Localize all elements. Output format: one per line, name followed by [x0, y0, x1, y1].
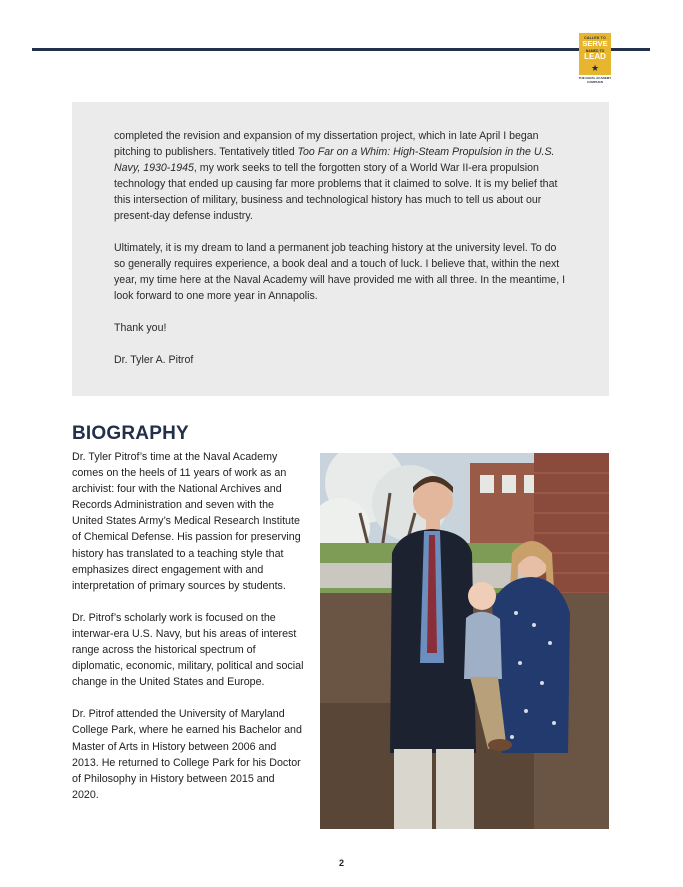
- biography-paragraph-3: Dr. Pitrof attended the University of Maryland College Park, where he earned his Bachelor and Master of Arts in History between 2006 and 2013. He returned to College Park for his Doctor of Philosophy in History between 2015 and 2020.: [72, 708, 302, 801]
- letter-paragraph-2: Ultimately, it is my dream to land a permanent job teaching history at the university level. To do so generally requires experience, a book deal and a touch of luck. I believe that, within the next year, my time here at the Naval Academy will have provided me with all three. In the meantime, I look forward to one more year in Annapolis.: [114, 242, 566, 302]
- star-icon: ★: [590, 63, 600, 73]
- family-photo: [320, 453, 609, 829]
- letter-paragraph-1-suffix: , my work seeks to tell the forgotten story of a World War II-era propulsion technology that ended up causing far more problems that it claimed to solve. It is my belief that this intersection of military, business and technological history has much to tell us about our present-day defense industry.: [114, 162, 558, 222]
- logo-line-4: LEAD: [584, 52, 606, 61]
- biography-heading: BIOGRAPHY: [72, 423, 189, 444]
- header-rule: [32, 48, 650, 51]
- logo-tagline-2: CAMPAIGN: [586, 79, 604, 84]
- letter-closing: Thank you!: [114, 322, 167, 334]
- letter-signature: Dr. Tyler A. Pitrof: [114, 354, 194, 366]
- campaign-logo: [579, 33, 611, 85]
- dissertation-title: Too Far on a Whim: High-Steam Propulsion in the U.S. Navy, 1930-1945: [114, 146, 555, 174]
- letter-paragraph-1: [114, 128, 570, 224]
- biography-paragraph-1: Dr. Tyler Pitrof’s time at the Naval Academy comes on the heels of 11 years of work as an archivist: four with the National Archives and Records Administration and seven with the United States Army’s Medical Research Institute of Chemical Defense. His passion for preserving history has translated to a teaching style that emphasizes direct engagement with and interpretation of primary sources by students.: [72, 451, 301, 592]
- biography-paragraph-2: Dr. Pitrof’s scholarly work is focused on the interwar-era U.S. Navy, but his areas of interest range across the historical spectrum of diplomatic, economic, military, political and social change in the United States and Europe.: [72, 611, 304, 689]
- letter-panel: [72, 102, 609, 396]
- logo-line-2: SERVE: [582, 39, 608, 48]
- campaign-logo-tab: [579, 33, 611, 75]
- page-number: 2: [338, 858, 344, 868]
- biography-body: [72, 449, 304, 819]
- logo-line-3: NAMED TO: [585, 49, 605, 53]
- letter-paragraph-1-prefix: completed the revision and expansion of my dissertation project, which in late April I began pitching to publishers. Tentatively titled: [114, 130, 539, 158]
- logo-tagline-1: THE NAVAL ACADEMY: [578, 76, 612, 80]
- logo-line-1: CALLED TO: [584, 36, 606, 40]
- letter-body: [114, 128, 570, 368]
- logo-tagline: [577, 77, 613, 84]
